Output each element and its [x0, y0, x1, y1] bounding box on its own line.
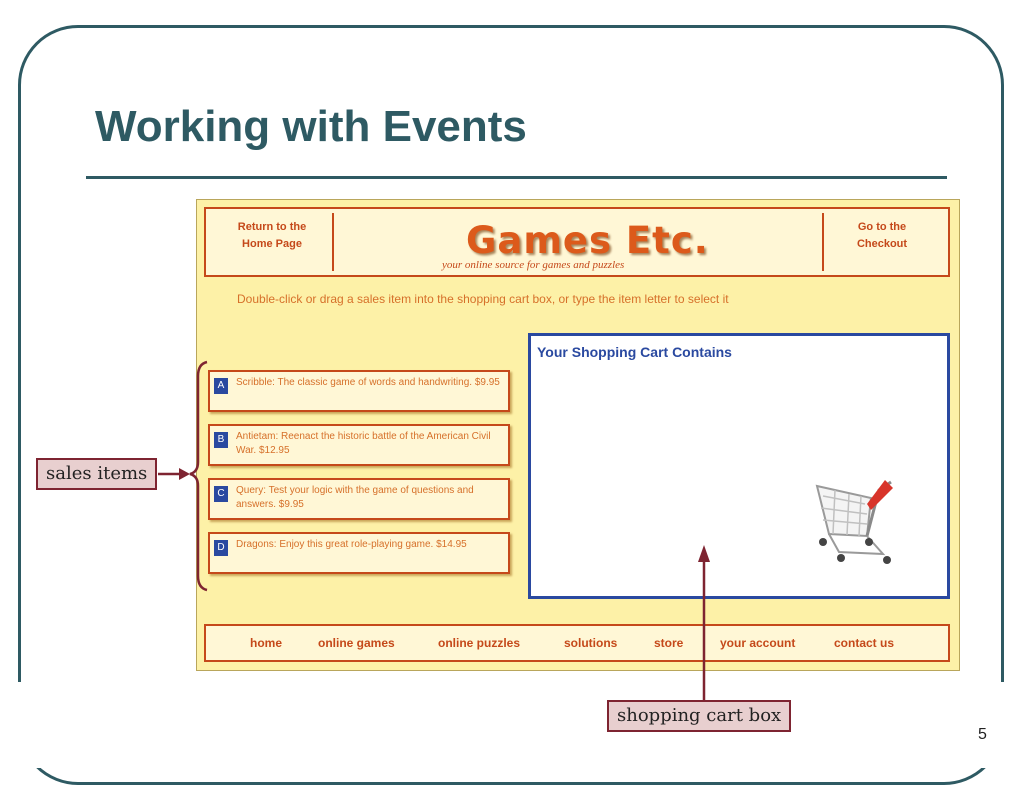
nav-online-games[interactable]: online games: [318, 636, 395, 650]
page-number: 5: [978, 726, 987, 743]
sales-items-arrowhead: [179, 468, 190, 480]
nav-online-puzzles[interactable]: online puzzles: [438, 636, 521, 650]
item-description: Antietam: Reenact the historic battle of the American Civil War. $12.95: [236, 431, 491, 456]
instructions-text: Double-click or drag a sales item into the shopping cart box, or type the item letter to select it: [237, 292, 729, 306]
nav-contact-us[interactable]: contact us: [834, 636, 895, 650]
item-letter-badge: C: [214, 486, 228, 502]
item-description: Scribble: The classic game of words and handwriting. $9.95: [236, 377, 500, 388]
item-letter-badge: B: [214, 432, 228, 448]
return-home-link[interactable]: Return to the Home Page: [237, 221, 307, 250]
nav-store[interactable]: store: [654, 636, 684, 650]
item-letter-badge: A: [214, 378, 228, 394]
nav-your-account[interactable]: your account: [720, 636, 796, 650]
cart-box-arrowhead: [698, 545, 710, 562]
item-description: Dragons: Enjoy this great role-playing game. $14.95: [236, 539, 467, 550]
slide-title: Working with Events: [95, 102, 527, 151]
checkout-link[interactable]: Go to the Checkout: [856, 221, 908, 250]
nav-home[interactable]: home: [250, 636, 283, 650]
cart-box-callout: shopping cart box: [607, 700, 791, 732]
item-description: Query: Test your logic with the game of questions and answers. $9.95: [236, 485, 474, 510]
item-letter-badge: D: [214, 540, 228, 556]
sales-items-callout: sales items: [36, 458, 157, 490]
games-etc-logo: Games Etc.: [466, 219, 709, 262]
sales-items-brace: [190, 362, 207, 590]
cart-title: Your Shopping Cart Contains: [537, 344, 732, 360]
site-tagline: your online source for games and puzzles: [442, 259, 625, 271]
nav-solutions[interactable]: solutions: [564, 636, 618, 650]
